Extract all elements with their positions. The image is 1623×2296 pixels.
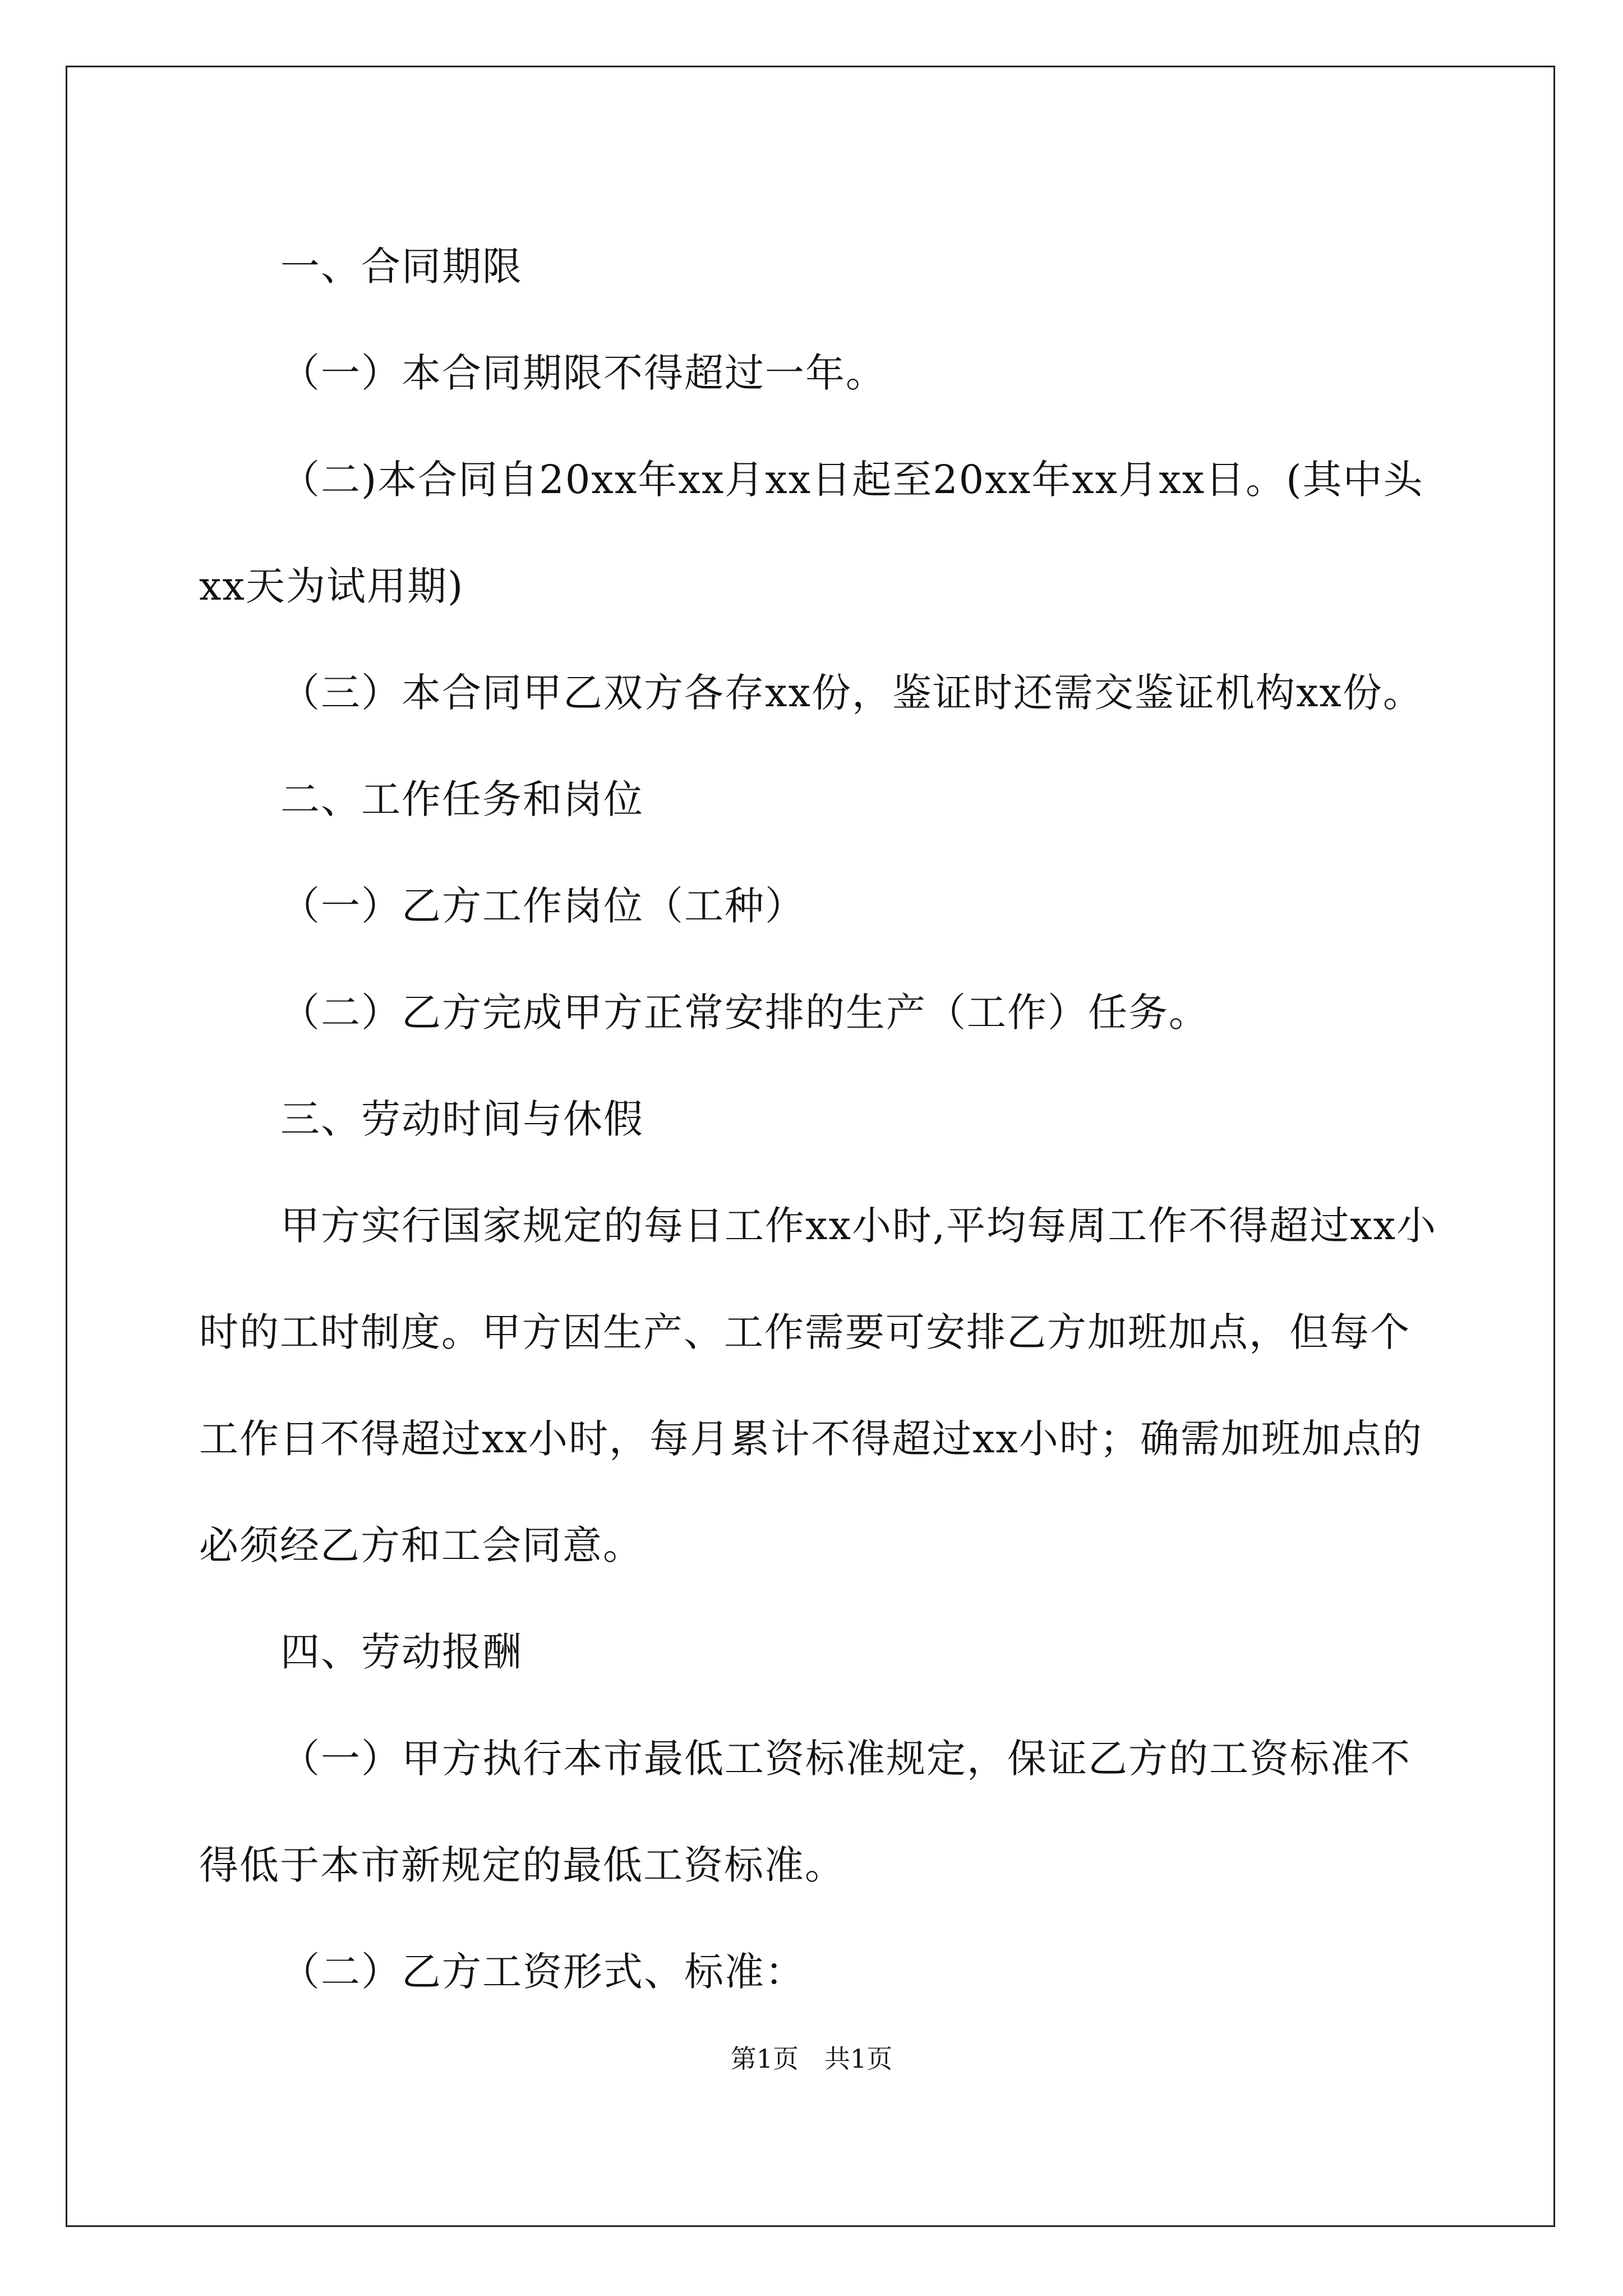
section-heading-contract-term: 一、合同期限: [280, 243, 523, 289]
section-heading-remuneration: 四、劳动报酬: [280, 1629, 523, 1675]
paragraph-job-position: （一）乙方工作岗位（工种）: [280, 883, 805, 929]
paragraph-production-tasks: （二）乙方完成甲方正常安排的生产（工作）任务。: [280, 990, 1209, 1036]
paragraph-term-limit: （一）本合同期限不得超过一年。: [280, 350, 886, 396]
page-number-footer: 第1页 共1页: [730, 2044, 893, 2074]
paragraph-wage-form: （二）乙方工资形式、标准：: [280, 1949, 805, 1995]
paragraph-term-dates: （二)本合同自20xx年xx月xx日起至20xx年xx月xx日。(其中头xx天为试用期): [199, 457, 1424, 609]
paragraph-copies: （三）本合同甲乙双方各存xx份，鉴证时还需交鉴证机构xx份。: [280, 670, 1423, 716]
section-heading-work-tasks: 二、工作任务和岗位: [280, 776, 644, 822]
section-heading-working-hours: 三、劳动时间与休假: [280, 1096, 644, 1142]
paragraph-minimum-wage: （一）甲方执行本市最低工资标准规定，保证乙方的工资标准不得低于本市新规定的最低工资标准。: [199, 1736, 1411, 1888]
paragraph-working-hours: 甲方实行国家规定的每日工作xx小时,平均每周工作不得超过xx小时的工时制度。甲方因生产、工作需要可安排乙方加班加点，但每个工作日不得超过xx小时，每月累计不得超过xx小时；确需加班加点的必须经乙方和工会同意。: [199, 1203, 1437, 1568]
document-body: [199, 213, 1441, 2025]
